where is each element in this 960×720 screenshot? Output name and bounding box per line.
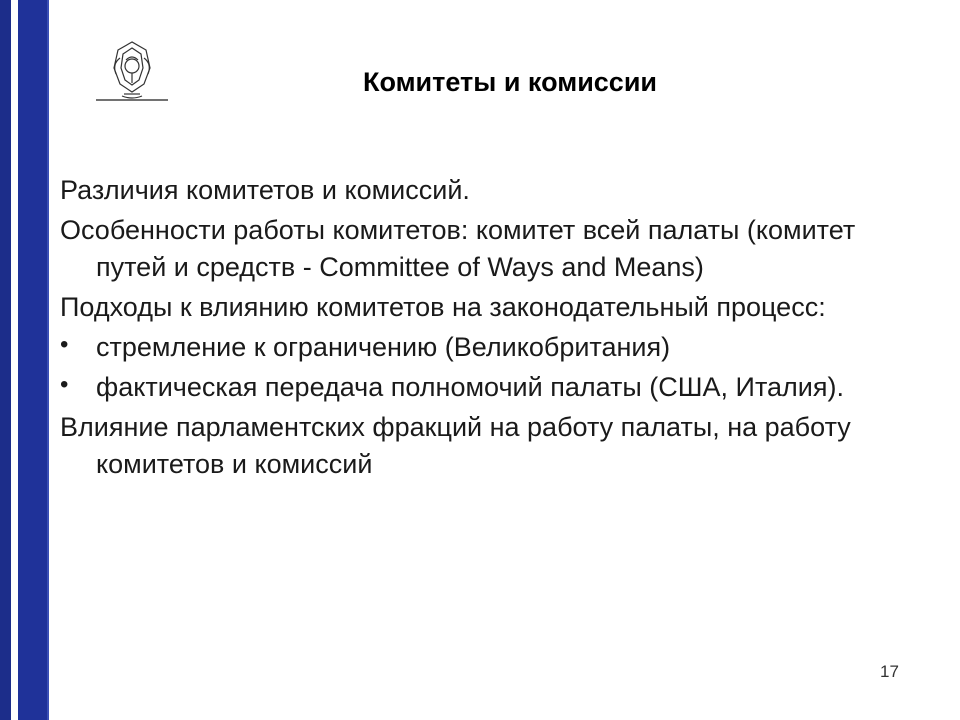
bullet-item-1 bbox=[60, 329, 880, 366]
bullet-icon: • bbox=[60, 331, 69, 358]
bullet-text: фактическая передача полномочий палаты (США, Италия). bbox=[96, 372, 844, 402]
sidebar-edge bbox=[47, 0, 49, 720]
content-item-3: Подходы к влиянию комитетов на законодательный процесс: bbox=[60, 292, 826, 322]
coat-of-arms-icon bbox=[96, 38, 168, 104]
sidebar-inner-bar bbox=[18, 0, 47, 720]
content-item-1: Различия комитетов и комиссий. bbox=[60, 175, 470, 205]
content-item-6: Влияние парламентских фракций на работу палаты, на работу комитетов и комиссий bbox=[60, 412, 851, 479]
slide-title: Комитеты и комиссии bbox=[362, 67, 658, 97]
bullet-text: стремление к ограничению (Великобритания) bbox=[96, 332, 671, 362]
sidebar-gap bbox=[11, 0, 18, 720]
content-item-2: Особенности работы комитетов: комитет всей палаты (комитет путей и средств - Committee of Ways and Means) bbox=[60, 215, 856, 282]
bullet-item-2 bbox=[60, 369, 880, 406]
bullet-icon: • bbox=[60, 371, 69, 398]
slide-content bbox=[60, 172, 880, 486]
page-number: 17 bbox=[880, 662, 899, 681]
sidebar-outer-bar bbox=[0, 0, 11, 720]
